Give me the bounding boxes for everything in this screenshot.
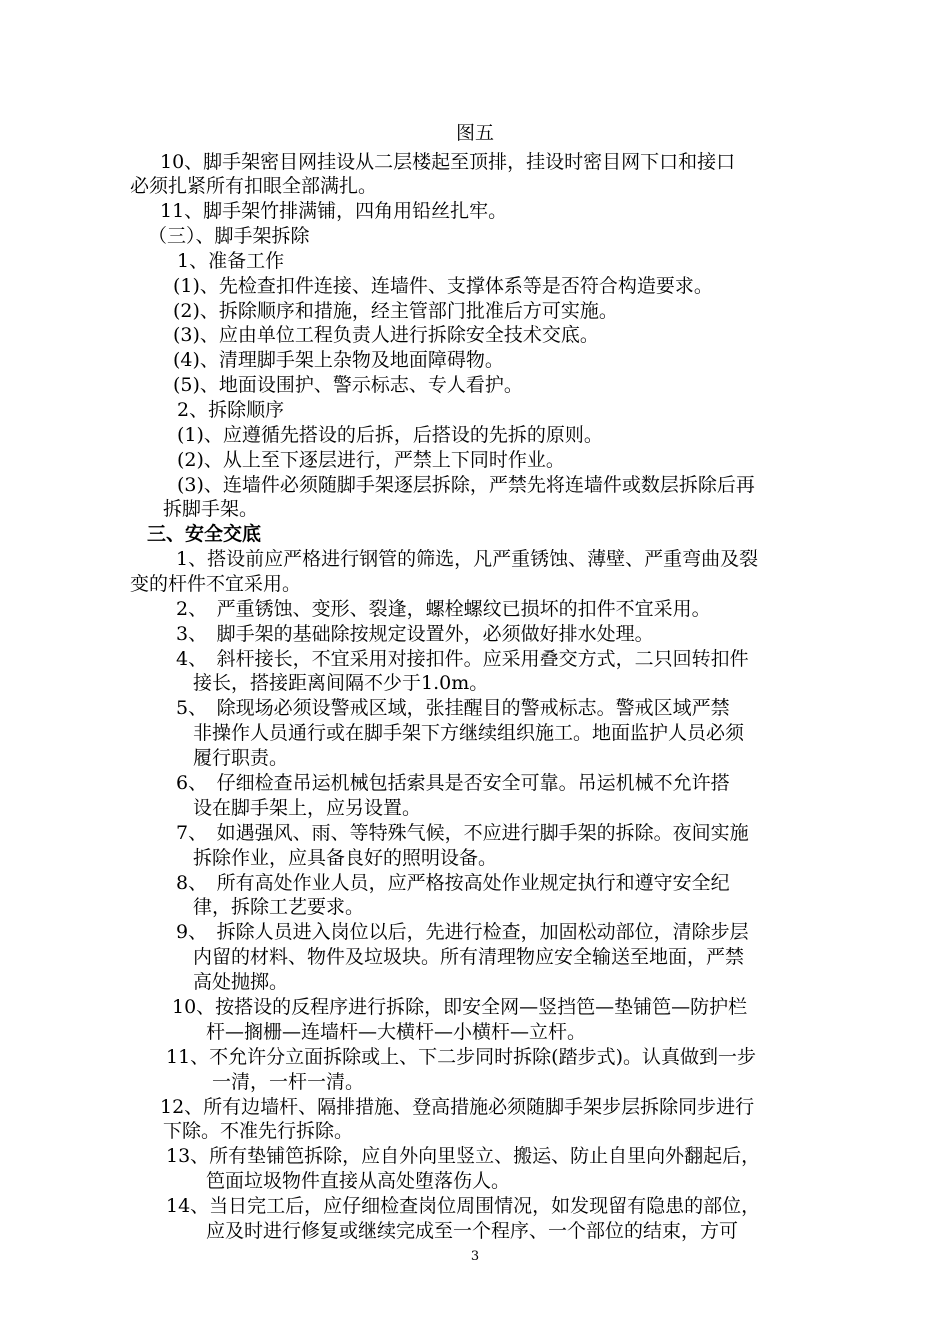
section-heading: 三、安全交底: [147, 523, 262, 545]
text-line: 14、当日完工后，应仔细检查岗位周围情况，如发现留有隐患的部位，: [166, 1195, 761, 1217]
text-line: (1)、应遵循先搭设的后拆，后搭设的先拆的原则。: [177, 424, 603, 446]
text-line: 高处抛掷。: [193, 971, 289, 993]
text-line: 拆除作业，应具备良好的照明设备。: [193, 847, 498, 869]
text-line: 9、 拆除人员进入岗位以后，先进行检查，加固松动部位，清除步层: [176, 921, 749, 943]
text-line: 必须扎紧所有扣眼全部满扎。: [130, 175, 378, 197]
figure-caption: 图五: [455, 122, 494, 144]
text-line: 设在脚手架上，应另设置。: [193, 797, 422, 819]
text-line: 变的杆件不宜采用。: [130, 573, 302, 595]
text-line: 13、所有垫铺笆拆除，应自外向里竖立、搬运、防止自里向外翻起后，: [166, 1145, 761, 1167]
text-line: 10、按搭设的反程序进行拆除，即安全网—竖挡笆—垫铺笆—防护栏: [172, 996, 748, 1018]
text-line: 笆面垃圾物件直接从高处堕落伤人。: [206, 1170, 511, 1192]
text-line: 非操作人员通行或在脚手架下方继续组织施工。地面监护人员必须: [193, 722, 745, 744]
text-line: (2)、从上至下逐层进行，严禁上下同时作业。: [177, 449, 565, 471]
text-line: 2、 严重锈蚀、变形、裂逢，螺栓螺纹已损坏的扣件不宜采用。: [176, 598, 711, 620]
text-line: 7、 如遇强风、雨、等特殊气候，不应进行脚手架的拆除。夜间实施: [176, 822, 749, 844]
text-line: 一清，一杆一清。: [212, 1071, 365, 1093]
text-line: (5)、地面设围护、警示标志、专人看护。: [173, 374, 523, 396]
text-line: (4)、清理脚手架上杂物及地面障碍物。: [173, 349, 504, 371]
text-line: 12、所有边墙杆、隔排措施、登高措施必须随脚手架步层拆除同步进行: [160, 1096, 755, 1118]
text-line: 5、 除现场必须设警戒区域，张挂醒目的警戒标志。警戒区域严禁: [176, 697, 730, 719]
text-line: 6、 仔细检查吊运机械包括索具是否安全可靠。吊运机械不允许搭: [176, 772, 730, 794]
text-line: 3、 脚手架的基础除按规定设置外，必须做好排水处理。: [176, 623, 654, 645]
text-line: 律，拆除工艺要求。: [193, 896, 365, 918]
text-line: 10、脚手架密目网挂设从二层楼起至顶排，挂设时密目网下口和接口: [160, 151, 736, 173]
text-line: 4、 斜杆接长，不宜采用对接扣件。应采用叠交方式，二只回转扣件: [176, 648, 749, 670]
text-line: 1、搭设前应严格进行钢管的筛选，凡严重锈蚀、薄壁、严重弯曲及裂: [176, 548, 759, 570]
text-line: 11、脚手架竹排满铺，四角用铅丝扎牢。: [160, 200, 508, 222]
text-line: 2、拆除顺序: [177, 399, 285, 421]
text-line: (3)、应由单位工程负责人进行拆除安全技术交底。: [173, 324, 599, 346]
page-number: 3: [470, 1249, 480, 1264]
text-line: (3)、连墙件必须随脚手架逐层拆除，严禁先将连墙件或数层拆除后再: [177, 474, 755, 496]
text-line: 杆—搁栅—连墙杆—大横杆—小横杆—立杆。: [206, 1021, 587, 1043]
text-line: (1)、先检查扣件连接、连墙件、支撑体系等是否符合构造要求。: [173, 275, 713, 297]
text-line: 履行职责。: [193, 747, 289, 769]
text-line: 11、不允许分立面拆除或上、下二步同时拆除(踏步式)。认真做到一步: [166, 1046, 757, 1068]
text-line: 应及时进行修复或继续完成至一个程序、一个部位的结束，方可: [206, 1220, 739, 1242]
text-line: 8、 所有高处作业人员，应严格按高处作业规定执行和遵守安全纪: [176, 872, 730, 894]
text-line: 内留的材料、物件及垃圾块。所有清理物应安全输送至地面，严禁: [193, 946, 745, 968]
text-line: (2)、拆除顺序和措施，经主管部门批准后方可实施。: [173, 300, 618, 322]
text-line: 1、准备工作: [177, 250, 285, 272]
text-line: 拆脚手架。: [163, 498, 259, 520]
text-line: 下除。不准先行拆除。: [163, 1120, 354, 1142]
text-line: 接长，搭接距离间隔不少于1.0m。: [193, 672, 489, 694]
section-heading: （三）、脚手架拆除: [148, 225, 310, 247]
